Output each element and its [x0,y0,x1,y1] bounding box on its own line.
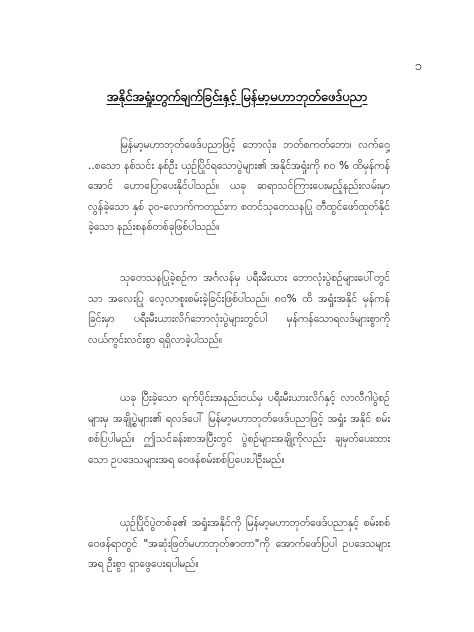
paragraph-3: ယခု ပြီးခဲ့သော ရက်ပိုင်းအနည်းငယ်မှ ပရီးမီးယားလိဂ်နှင့် လာလီဂါပွဲစဥ်များမှ အချို့ပွဲများ၏ ရလဒ်ပေါ် မြန်မာ့မဟာဘုတ်ဖေဒ်ပညာဖြင့် အရှုံး အနိုင် စမ်းစစ်ပြပါမည်။ ဤသင်ခန်းစာအပြီးတွင် ပွဲစဥ်များအချို့ကိုလည်း ချမှတ်ပေးထားသော ဥပဒေသများအရ ဝေဖန်စမ်းစစ်ပြပေးပါဦးမည်။ [88,392,390,466]
paragraph-1: မြန်မာ့မဟာဘုတ်ဖေဒ်ပညာဖြင့် ဘောလုံး၊ ဘတ်စကတ်ဘော၊ လက်ဝှေ့ ..စသော နစ်သင်း နစ်ဦး ယှဉ်ပြိုင်ရသောပွဲများ၏ အနိုင်အရှုံးကို ၈၀ % ထိမှန်ကန်အောင် ဟောပြောပေးနိုင်ပါသည်။ ယခု ဆရာသင်ကြားပေးမည့်နည်းလမ်းမှာ လွန်ခဲ့သော နှစ် ၃၀-လောက်ကတည်းက စတင်သုတေသနပြု တီထွင်ဖော်ထုတ်နိုင်ခဲ့သော နည်းစနစ်တစ်ခုဖြစ်ပါသည်။ [88,139,390,233]
page-number: ၁ [414,59,422,74]
document-title-text: အနိုင်အရှုံးတွက်ချက်ခြင်းနှင့် မြန်မာ့မဟာဘုတ်ဖေဒ်ပညာ [106,90,368,105]
paragraph-2: သုတေသနပြုခဲ့စဥ်က အင်္ဂလန်မှ ပရီးမီးယား ဘောလုံးပွဲစဥ်များပေါ်တွင်သာ အလေးပြု လေ့လာစူးစမ်းခဲ့ခြင်းဖြစ်ပါသည်။ ၈၀% ထိ အရှုံးအနိုင် မှန်ကန်ခြင်းမှာ ပရီးမီးယားလိဂ်ဘောလုံးပွဲများတွင်ပါ မှန်ကန်သောရလဒ်များစွာကို လယ်ကွင်းလင်းစွာ ရရှိလာခဲ့ပါသည်။ [88,272,390,346]
paragraph-4: ယှဉ်ပြိုင်ပွဲတစ်ခု၏ အရှုံးအနိုင်ကို မြန်မာ့မဟာဘုတ်ဖေဒ်ပညာနှင့် စမ်းစစ်ဝေဖန်ရာတွင် "အဆုံးဖြတ်မဟာဘုတ်ဇာတာ"ကို အောက်ဖော်ပြပါ ဥပဒေသများအရ ဦးစွာ ရှာဖွေပေးရပါမည်။ [88,517,390,570]
document-title [0,90,474,107]
